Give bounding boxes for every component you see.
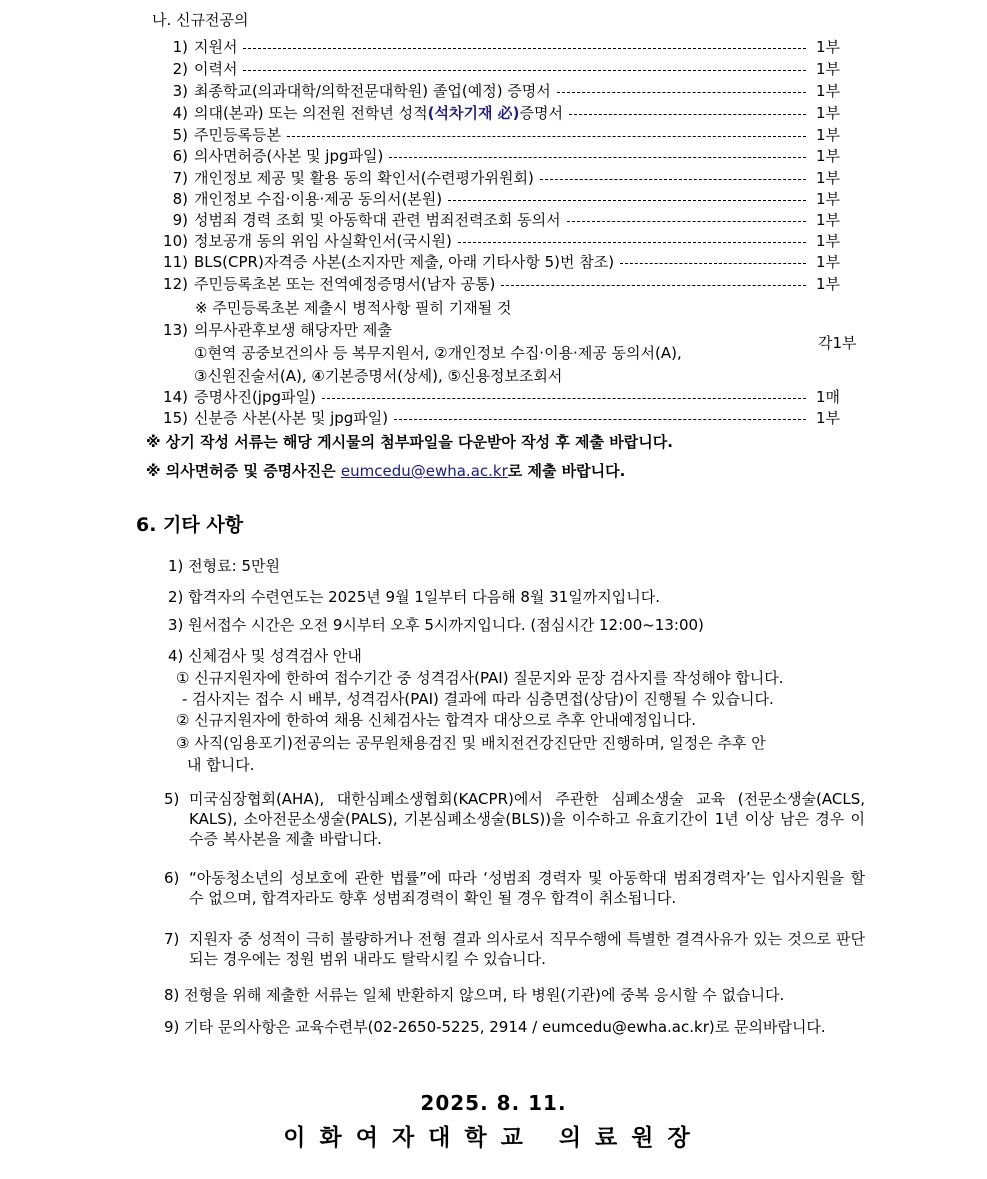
leader-dots bbox=[540, 179, 806, 180]
doc-item-3: 3) 최종학교(의과대학/의학전문대학원) 졸업(예정) 증명서 1부 bbox=[172, 82, 841, 100]
etc-item-4: 4) 신체검사 및 성격검사 안내 bbox=[168, 647, 362, 665]
document-date: 2025. 8. 11. bbox=[420, 1091, 567, 1115]
leader-dots bbox=[557, 92, 806, 93]
etc-item-7: 지원자 중 성적이 극히 불량하거나 전형 결과 의사로서 직무수행에 특별한 결격사유가 있는 것으로 판단되는 경우에는 정원 범위 내라도 탈락시킬 수 있습니다. bbox=[189, 930, 865, 968]
etc-item-6-num: 6) bbox=[164, 869, 180, 887]
etc-item-5: 미국심장협회(AHA), 대한심폐소생협회(KACPR)에서 주관한 심폐소생술 교육 (전문소생술(ACLS, KALS), 소아전문소생술(PALS), 기본심폐소생술(BLS))을 이수하고 유효기간이 1년 이상 남은 경우 이수증 복사본을 제출 바랍니다. bbox=[189, 790, 865, 848]
doc-item-2: 2) 이력서 1부 bbox=[172, 60, 841, 78]
leader-dots bbox=[243, 70, 806, 71]
etc-item-3: 3) 원서접수 시간은 오전 9시부터 오후 5시까지입니다. (점심시간 12:00~13:00) bbox=[168, 616, 704, 634]
leader-dots bbox=[569, 114, 806, 115]
doc-item-10: 10) 정보공개 동의 위임 사실확인서(국시원) 1부 bbox=[163, 232, 841, 250]
leader-dots bbox=[243, 48, 806, 49]
etc-item-8: 8) 전형을 위해 제출한 서류는 일체 반환하지 않으며, 타 병원(기관)에 중복 응시할 수 없습니다. bbox=[164, 986, 785, 1004]
email-link[interactable]: eumcedu@ewha.ac.kr bbox=[340, 462, 508, 480]
doc-item-13-line1: ①현역 공중보건의사 등 복무지원서, ②개인정보 수집·이용·제공 동의서(A), bbox=[194, 344, 682, 362]
leader-dots bbox=[501, 285, 806, 286]
etc-item-1: 1) 전형료: 5만원 bbox=[168, 557, 280, 575]
etc-item-2: 2) 합격자의 수련연도는 2025년 9월 1일부터 다음해 8월 31일까지입니다. bbox=[168, 588, 660, 606]
etc-item-7-num: 7) bbox=[164, 930, 180, 948]
etc-item-4-3-cont: 내 합니다. bbox=[187, 756, 255, 774]
doc-item-6: 6) 의사면허증(사본 및 jpg파일) 1부 bbox=[172, 147, 841, 165]
etc-item-6: “아동청소년의 성보호에 관한 법률”에 따라 ‘성범죄 경력자 및 아동학대 범죄경력자’는 입사지원을 할 수 없으며, 합격자라도 향후 성범죄경력이 확인 될 경우 합격이 취소됩니다. bbox=[189, 869, 865, 907]
etc-item-4-1: ① 신규지원자에 한하여 접수기간 중 성격검사(PAI) 질문지와 문장 검사지를 작성해야 합니다. bbox=[176, 669, 784, 687]
doc-item-12: 12) 주민등록초본 또는 전역예정증명서(남자 공통) 1부 bbox=[163, 275, 841, 293]
etc-item-4-2: ② 신규지원자에 한하여 채용 신체검사는 합격자 대상으로 추후 안내예정입니다. bbox=[176, 711, 697, 729]
doc-item-8: 8) 개인정보 수집·이용·제공 동의서(본원) 1부 bbox=[172, 190, 841, 208]
leader-dots bbox=[448, 200, 806, 201]
doc-item-13-line2: ③신원진술서(A), ④기본증명서(상세), ⑤신용정보조회서 bbox=[194, 367, 563, 385]
doc-item-11: 11) BLS(CPR)자격증 사본(소지자만 제출, 아래 기타사항 5)번 참조) 1부 bbox=[163, 253, 841, 271]
notice-email-submission bbox=[146, 461, 625, 482]
doc-item-13-title: 의무사관후보생 해당자만 제출 bbox=[194, 321, 392, 339]
leader-dots bbox=[389, 157, 806, 158]
etc-item-5-num: 5) bbox=[164, 790, 180, 808]
doc-item-1: 1) 지원서 1부 bbox=[172, 38, 841, 56]
signature-line: 이화여자대학교 의료원장 bbox=[283, 1125, 704, 1151]
etc-item-9: 9) 기타 문의사항은 교육수련부(02-2650-5225, 2914 / eumcedu@ewha.ac.kr)로 문의바랍니다. bbox=[164, 1018, 826, 1036]
doc-item-7: 7) 개인정보 제공 및 활용 동의 확인서(수련평가위원회) 1부 bbox=[172, 169, 841, 187]
doc-item-13-count: 각1부 bbox=[818, 334, 857, 352]
doc-item-15: 15) 신분증 사본(사본 및 jpg파일) 1부 bbox=[163, 409, 841, 427]
leader-dots bbox=[322, 398, 806, 399]
leader-dots bbox=[287, 136, 806, 137]
section-6-title: 6. 기타 사항 bbox=[136, 514, 244, 536]
leader-dots bbox=[394, 419, 806, 420]
etc-item-4-3: ③ 사직(임용포기)전공의는 공무원채용검진 및 배치전건강진단만 진행하며, 일정은 추후 안 bbox=[176, 734, 766, 752]
leader-dots bbox=[567, 221, 806, 222]
doc-item-4: 4) 의대(본과) 또는 의전원 전학년 성적(석차기재 必)증명서 1부 bbox=[172, 104, 841, 122]
doc-item-5: 5) 주민등록등본 1부 bbox=[172, 126, 841, 144]
notice-email-prefix: ※ 의사면허증 및 증명사진은 bbox=[146, 462, 341, 480]
notice-email-suffix: 로 제출 바랍니다. bbox=[507, 462, 626, 480]
rank-required-highlight: (석차기재 必) bbox=[427, 104, 520, 122]
doc-item-9: 9) 성범죄 경력 조회 및 아동학대 관련 범죄전력조회 동의서 1부 bbox=[172, 211, 841, 229]
doc-item-4-suffix: 증명서 bbox=[519, 104, 564, 122]
etc-item-4-1-note: - 검사지는 접수 시 배부, 성격검사(PAI) 결과에 따라 심층면접(상담)이 진행될 수 있습니다. bbox=[182, 690, 774, 708]
leader-dots bbox=[620, 263, 806, 264]
section-b-title: 나. 신규전공의 bbox=[152, 11, 249, 29]
doc-item-4-text: 의대(본과) 또는 의전원 전학년 성적 bbox=[194, 104, 428, 122]
doc-item-14: 14) 증명사진(jpg파일) 1매 bbox=[163, 388, 841, 406]
doc-item-13-num: 13) bbox=[163, 321, 188, 339]
leader-dots bbox=[458, 242, 806, 243]
item-12-note: ※ 주민등록초본 제출시 병적사항 필히 기재될 것 bbox=[195, 299, 512, 317]
notice-download-forms: ※ 상기 작성 서류는 해당 게시물의 첨부파일을 다운받아 작성 후 제출 바랍니다. bbox=[146, 433, 673, 451]
